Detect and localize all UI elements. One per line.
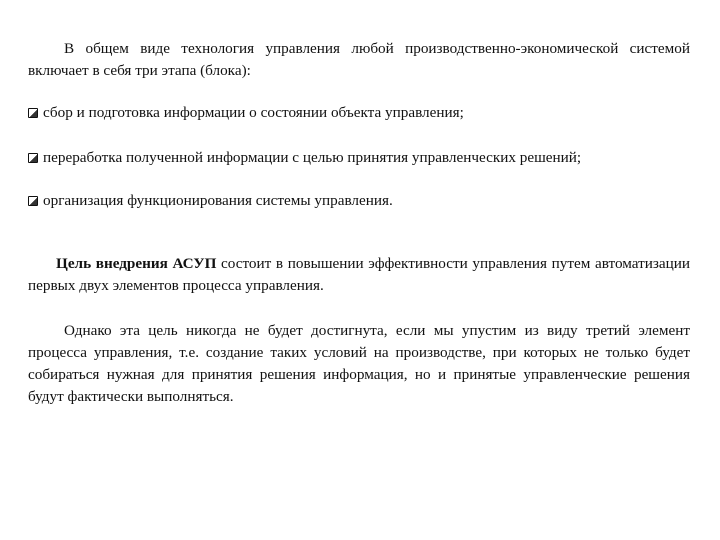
bullet-text: переработка полученной информации с целью принятия управленческих решений; [43,149,582,166]
checkbox-icon [28,108,38,118]
bullet-text: сбор и подготовка информации о состоянии объекта управления; [43,104,464,121]
bullet-item-organization [28,190,698,212]
bullet-text: организация функционирования системы управления. [43,192,393,209]
intro-paragraph: В общем виде технология управления любой производственно-экономической системой включает в себя три этапа (блока): [28,40,690,79]
checkbox-icon [28,153,38,163]
bullet-item-collection [28,102,698,124]
bullet-item-processing [28,147,698,169]
goal-rest: состоит в повышении эффективности управления путем автоматизации первых двух элементов процесса управления. [28,255,690,294]
checkbox-icon [28,196,38,206]
goal-paragraph [28,253,690,297]
goal-bold-lead: Цель внедрения АСУП [56,255,217,272]
however-paragraph: Однако эта цель никогда не будет достигнута, если мы упустим из виду третий элемент процесса управления, т.е. создание таких условий на производстве, при которых не только будет собираться нужная для принятия решения информация, но и принятые управленческие решения будут фактически выполняться. [28,322,690,405]
